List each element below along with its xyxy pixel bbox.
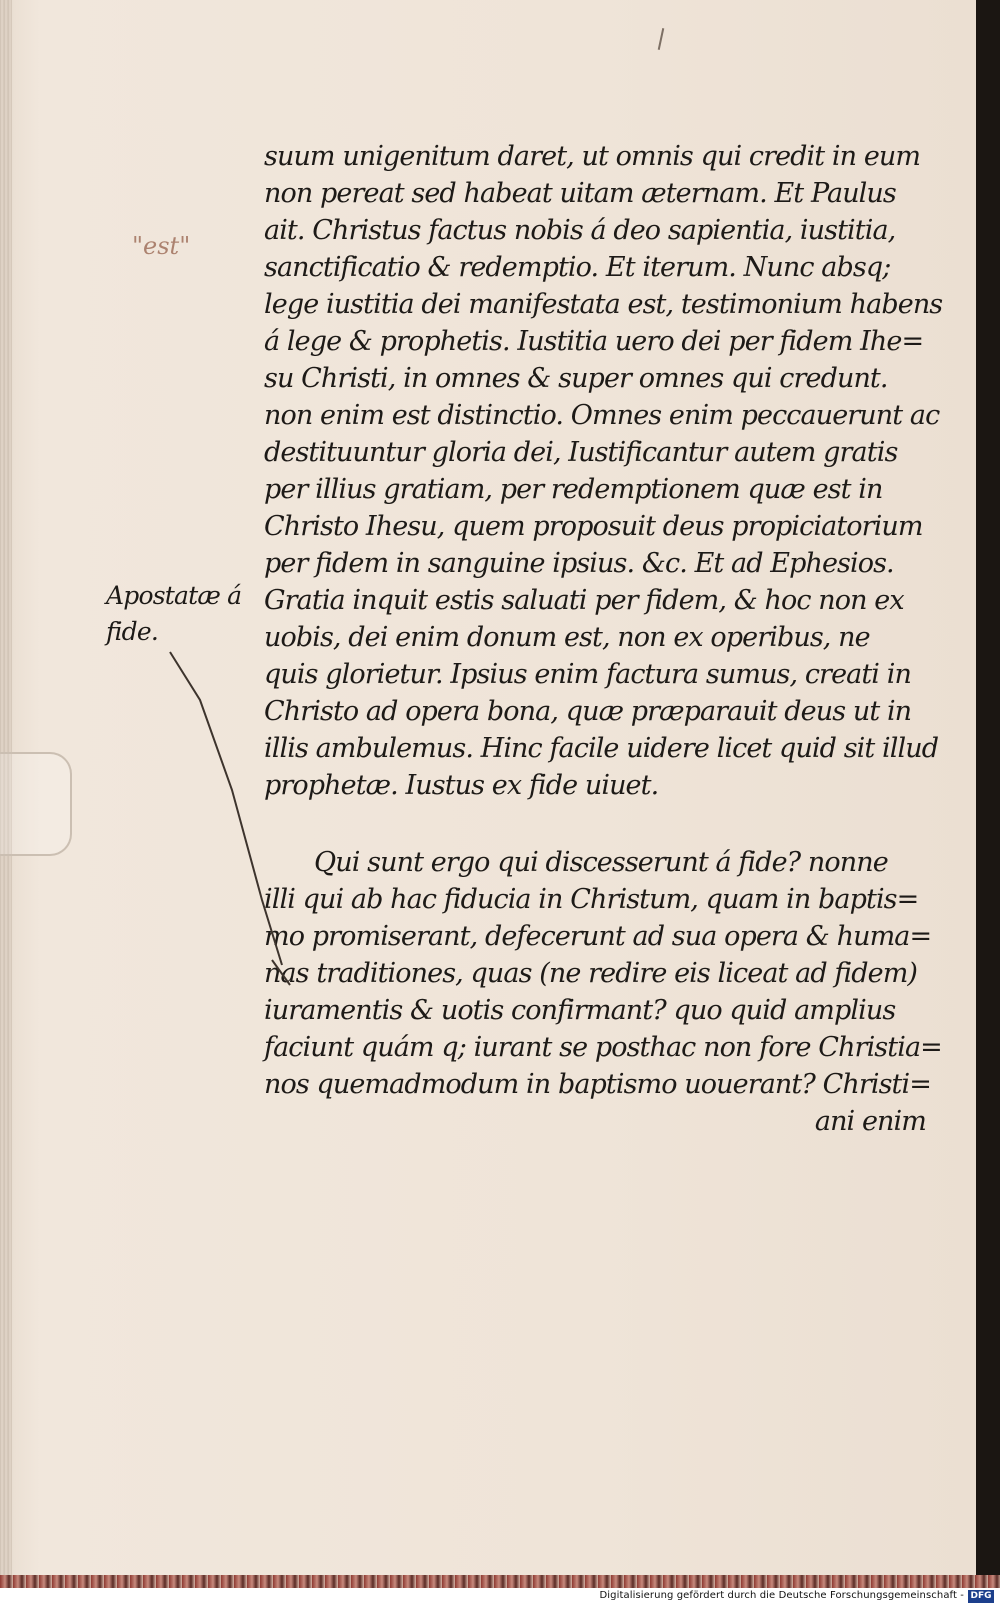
pointer-stroke [170,652,282,965]
text-line: faciunt quám q; iurant se posthac non fore Christia= [264,1032,942,1063]
manuscript-annotation: "est" [132,232,191,260]
text-line: mo promiserant, defecerunt ad sua opera & huma= [264,921,932,952]
text-line: Christo Ihesu, quem proposuit deus propiciatorium [264,511,923,542]
text-line: non enim est distinctio. Omnes enim peccauerunt ac [264,400,940,431]
text-line: per fidem in sanguine ipsius. &c. Et ad Ephesios. [264,548,894,579]
text-line: iuramentis & uotis confirmant? quo quid amplius [264,995,896,1026]
text-line: destituuntur gloria dei, Iustificantur autem gratis [264,437,898,468]
text-line: uobis, dei enim donum est, non ex operibus, ne [264,622,870,653]
text-line: nas traditiones, quas (ne redire eis liceat ad fidem) [264,958,918,989]
text-line: prophetæ. Iustus ex fide uiuet. [264,770,659,801]
text-line: Gratia inquit estis saluati per fidem, & hoc non ex [264,585,904,616]
text-line: nos quemadmodum in baptismo uouerant? Christi= [264,1069,931,1100]
marginal-note-line: fide. [106,617,158,646]
text-line: su Christi, in omnes & super omnes qui credunt. [264,363,888,394]
text-line: á lege & prophetis. Iustitia uero dei per fidem Ihe= [264,326,924,357]
text-line: Christo ad opera bona, quæ præparauit deus ut in [264,696,912,727]
catchword: ani enim [814,1106,926,1137]
text-line: illi qui ab hac fiducia in Christum, quam in baptis= [264,884,919,915]
text-line: non pereat sed habeat uitam æternam. Et Paulus [264,178,896,209]
text-line: quis glorietur. Ipsius enim factura sumus, creati in [264,659,911,690]
text-line: per illius gratiam, per redemptionem quæ est in [264,474,883,505]
text-line: sanctificatio & redemptio. Et iterum. Nunc absq; [264,252,891,283]
text-line: ait. Christus factus nobis á deo sapientia, iustitia, [264,215,896,246]
text-line: illis ambulemus. Hinc facile uidere licet quid sit illud [264,733,939,764]
dfg-logo: DFG [968,1590,994,1603]
text-line: Qui sunt ergo qui discesserunt á fide? nonne [314,847,888,878]
marbled-edge [0,1575,1000,1588]
marginal-note-line: Apostatæ á [106,581,242,610]
footer-credit: Digitalisierung gefördert durch die Deutsche Forschungsgemeinschaft - [599,1590,964,1601]
text-line: lege iustitia dei manifestata est, testimonium habens [264,289,943,320]
text-line: suum unigenitum daret, ut omnis qui credit in eum [264,141,921,172]
